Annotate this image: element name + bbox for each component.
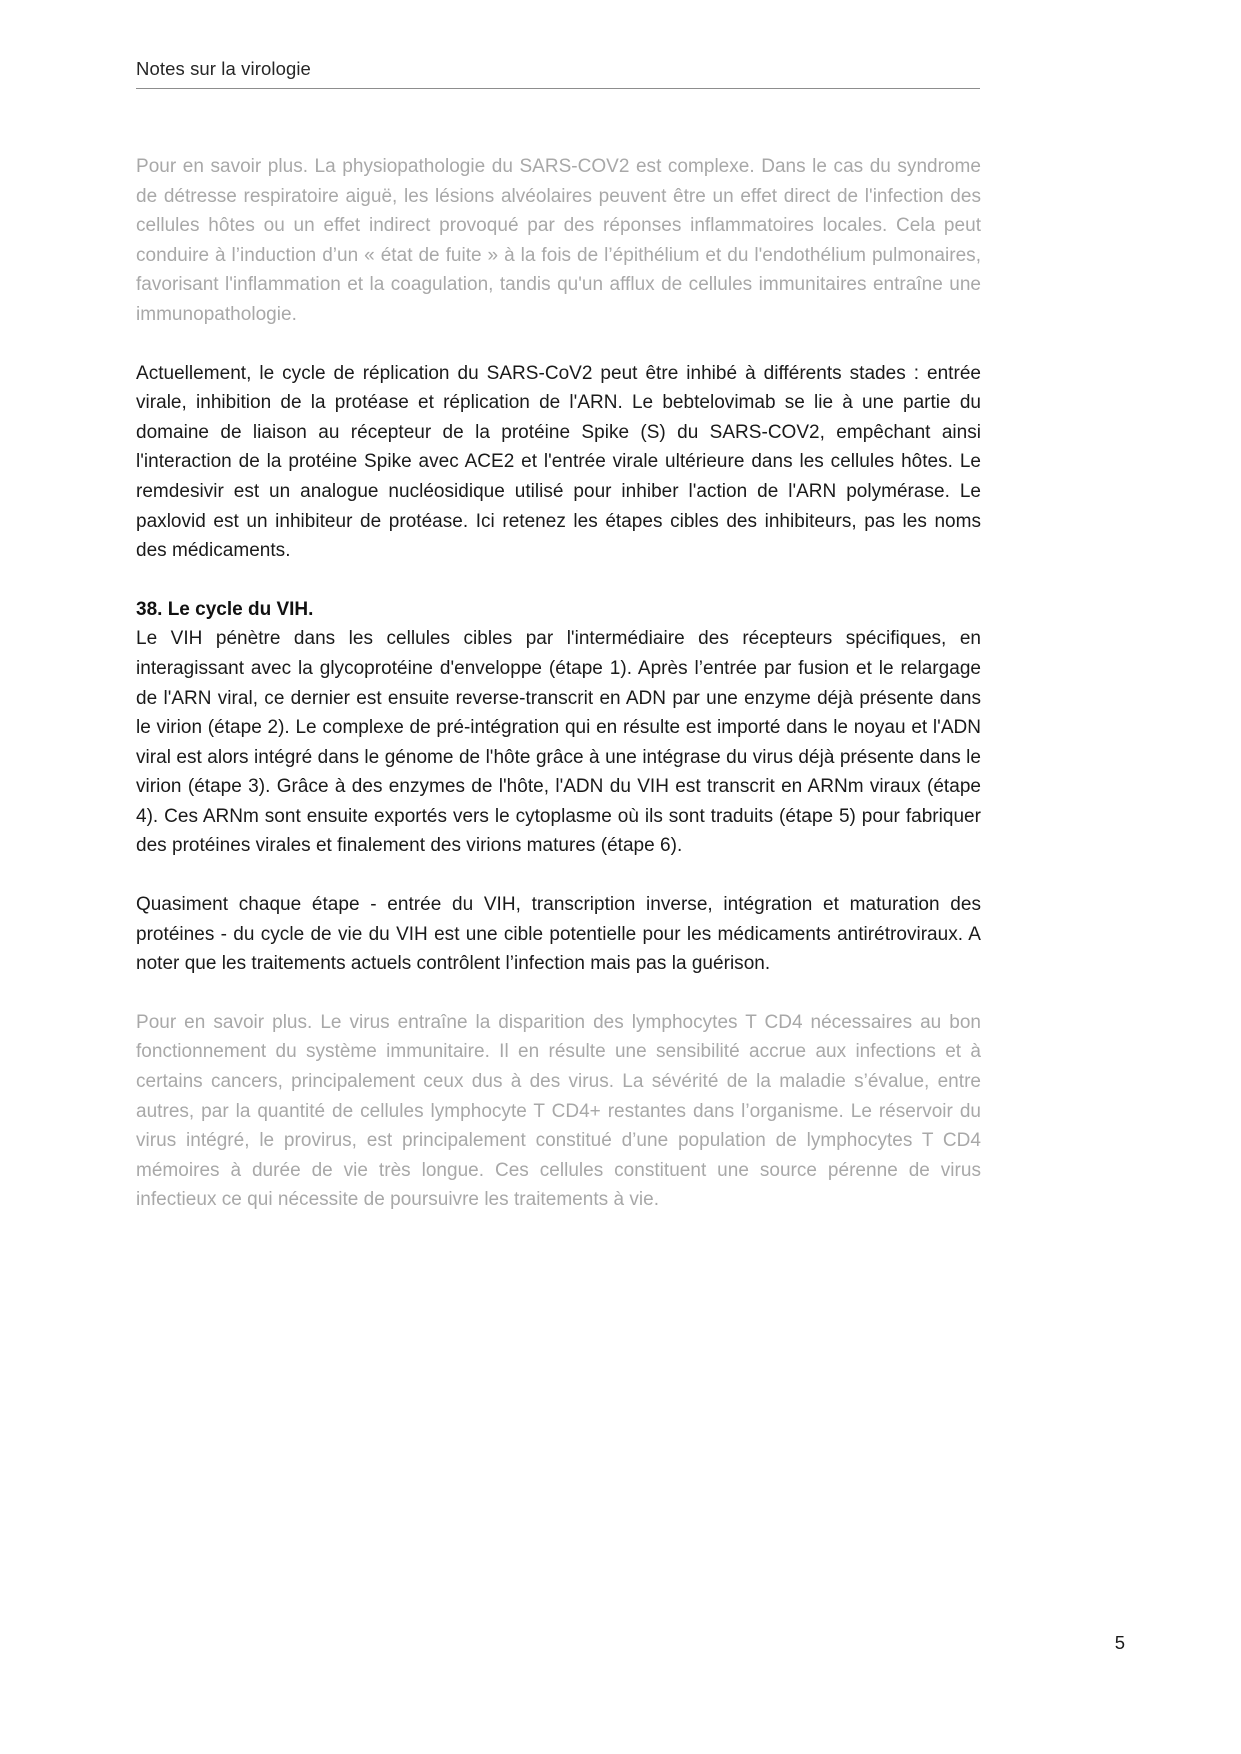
page-header [136, 58, 980, 89]
header-title: Notes sur la virologie [136, 58, 311, 79]
section-heading-hiv-cycle: 38. Le cycle du VIH. [136, 598, 314, 620]
paragraph-hiv-cycle: Le VIH pénètre dans les cellules cibles par l'intermédiaire des récepteurs spécifiques, en interagissant avec la glycoprotéine d'enveloppe (étape 1). Après l’entrée par fusion et le relargage de l'ARN viral, ce dernier est ensuite reverse-transcrit en ADN par une enzyme déjà présente dans le virion (étape 2). Le complexe de pré-intégration qui en résulte est importé dans le noyau et l'ADN viral est alors intégré dans le génome de l'hôte grâce à une intégrase du virus déjà présente dans le virion (étape 3). Grâce à des enzymes de l'hôte, l'ADN du VIH est transcrit en ARNm viraux (étape 4). Ces ARNm sont ensuite exportés vers le cytoplasme où ils sont traduits (étape 5) pour fabriquer des protéines virales et finalement des virions matures (étape 6). [136, 628, 981, 857]
page-number: 5 [1114, 1632, 1125, 1653]
paragraph-sars-more-info: Pour en savoir plus. La physiopathologie du SARS-COV2 est complexe. Dans le cas du syndrome de détresse respiratoire aiguë, les lésions alvéolaires peuvent être un effet direct de l'infection des cellules hôtes ou un effet indirect provoqué par des réponses inflammatoires locales. Cela peut conduire à l’induction d’un « état de fuite » à la fois de l’épithélium et du l'endothélium pulmonaires, favorisant l'inflammation et la coagulation, tandis qu'un afflux de cellules immunitaires entraîne une immunopathologie. [136, 156, 981, 325]
paragraph-replication-inhibition: Actuellement, le cycle de réplication du SARS-CoV2 peut être inhibé à différents stades : entrée virale, inhibition de la protéase et réplication de l'ARN. Le bebtelovimab se lie à une partie du domaine de liaison au récepteur de la protéine Spike (S) du SARS-COV2, empêchant ainsi l'interaction de la protéine Spike avec ACE2 et l'entrée virale ultérieure dans les cellules hôtes. Le remdesivir est un analogue nucléosidique utilisé pour inhiber l'action de l'ARN polymérase. Le paxlovid est un inhibiteur de protéase. Ici retenez les étapes cibles des inhibiteurs, pas les noms des médicaments. [136, 362, 981, 562]
paragraph-cd4-more-info: Pour en savoir plus. Le virus entraîne la disparition des lymphocytes T CD4 nécessaires au bon fonctionnement du système immunitaire. Il en résulte une sensibilité accrue aux infections et à certains cancers, principalement ceux dus à des virus. La sévérité de la maladie s’évalue, entre autres, par la quantité de cellules lymphocyte T CD4+ restantes dans l’organisme. Le réservoir du virus intégré, le provirus, est principalement constitué d’une population de lymphocytes T CD4 mémoires à durée de vie très longue. Ces cellules constituent une source pérenne de virus infectieux ce qui nécessite de poursuivre les traitements à vie. [136, 1011, 981, 1211]
document-body [136, 152, 981, 1215]
paragraph-antiretroviral-targets: Quasiment chaque étape - entrée du VIH, transcription inverse, intégration et maturation des protéines - du cycle de vie du VIH est une cible potentielle pour les médicaments antirétroviraux. A noter que les traitements actuels contrôlent l’infection mais pas la guérison. [136, 894, 981, 975]
